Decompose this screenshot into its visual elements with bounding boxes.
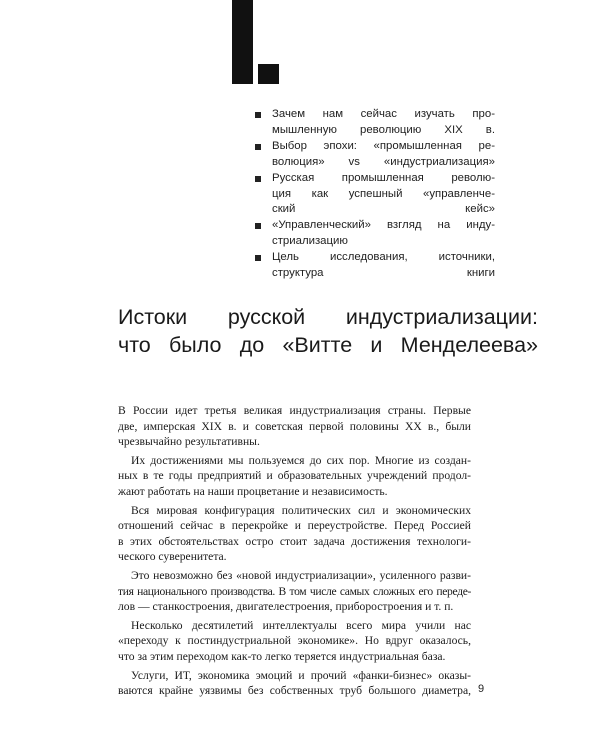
toc-item-line: Выбор эпохи: «промышленная ре- — [272, 139, 495, 152]
text-line: Их достижениями мы пользуемся до сих пор. Многие из создан- — [131, 453, 471, 467]
toc-item-line: мышленную революцию XIX в. — [272, 123, 495, 136]
text-line: Это невозможно без «новой индустриализации», усиленного разви- — [131, 568, 471, 582]
toc-item-line: «Управленческий» взгляд на инду- — [272, 219, 495, 232]
square-bullet-icon — [255, 255, 261, 261]
toc-item-line: Русская промышленная револю- — [272, 171, 495, 184]
toc-item — [255, 250, 495, 282]
text-line: тия национального производства. В том числе самых сложных его переде- — [118, 584, 471, 598]
paragraph — [118, 403, 471, 450]
text-line: отношений сейчас в перекройке и переустройстве. Перед Россией — [118, 519, 471, 533]
text-line: чрезвычайно результативны. — [118, 435, 260, 449]
toc-item — [255, 171, 495, 219]
toc-item-line: волюция» vs «индустриализация» — [272, 155, 495, 168]
text-line: жают работать на наши процветание и независимость. — [118, 484, 388, 498]
toc-item-line: стриализацию — [272, 235, 348, 248]
text-line: В России идет третья великая индустриализация страны. Первые — [118, 404, 471, 417]
square-bullet-icon — [255, 223, 261, 229]
paragraph — [118, 568, 471, 615]
section-heading — [118, 303, 538, 359]
text-line: две, имперская XIX в. и советская первой половины XX в., были — [118, 419, 471, 433]
square-bullet-icon — [255, 112, 261, 118]
toc-item — [255, 218, 495, 250]
text-line: ческого суверенитета. — [118, 550, 227, 564]
square-bullet-icon — [255, 144, 261, 150]
text-line: в этих обстоятельствах остро стоит задача достижения технологи- — [118, 534, 471, 548]
paragraph — [118, 618, 471, 665]
text-line: ваются крайне уязвимы без собственных труб большого диаметра, — [118, 684, 471, 698]
page-number: 9 — [478, 683, 485, 695]
paragraph — [118, 668, 471, 699]
section-heading-line: Истоки русской индустриализации: — [118, 305, 538, 329]
text-line: Услуги, ИТ, экономика эмоций и прочий «фанки-бизнес» оказы- — [131, 668, 471, 682]
toc-item-line: структура книги — [272, 267, 495, 280]
chapter-contents-list — [255, 107, 495, 282]
toc-item-line: Цель исследования, источники, — [272, 251, 495, 264]
square-bullet-icon — [255, 176, 261, 182]
section-heading-line: что было до «Витте и Менделеева» — [118, 333, 538, 357]
text-line: «переходу к постиндустриальной экономике». Но вдруг оказалось, — [118, 634, 471, 648]
toc-item — [255, 139, 495, 171]
text-line: Несколько десятилетий интеллектуалы всего мира учили нас — [131, 618, 471, 632]
numeral-period-mark — [258, 64, 279, 84]
toc-item — [255, 107, 495, 139]
toc-item-line: Зачем нам сейчас изучать про- — [272, 108, 495, 120]
toc-item-line: ский кейс» — [272, 203, 495, 216]
paragraph — [118, 453, 471, 500]
chapter-numeral-mark — [232, 0, 296, 84]
body-text — [118, 403, 471, 702]
text-line: ных в те годы предприятий и образовательных учреждений продол- — [118, 469, 471, 483]
roman-numeral-one-icon — [232, 0, 253, 84]
text-line: лов — станкостроения, двигателестроения, приборостроения и т. п. — [118, 600, 454, 614]
toc-item-line: ция как успешный «управленче- — [272, 187, 495, 200]
text-line: что за этим переходом как-то легко теряется индустриальная база. — [118, 649, 446, 663]
text-line: Вся мировая конфигурация политических сил и экономических — [131, 503, 471, 517]
paragraph — [118, 503, 471, 565]
